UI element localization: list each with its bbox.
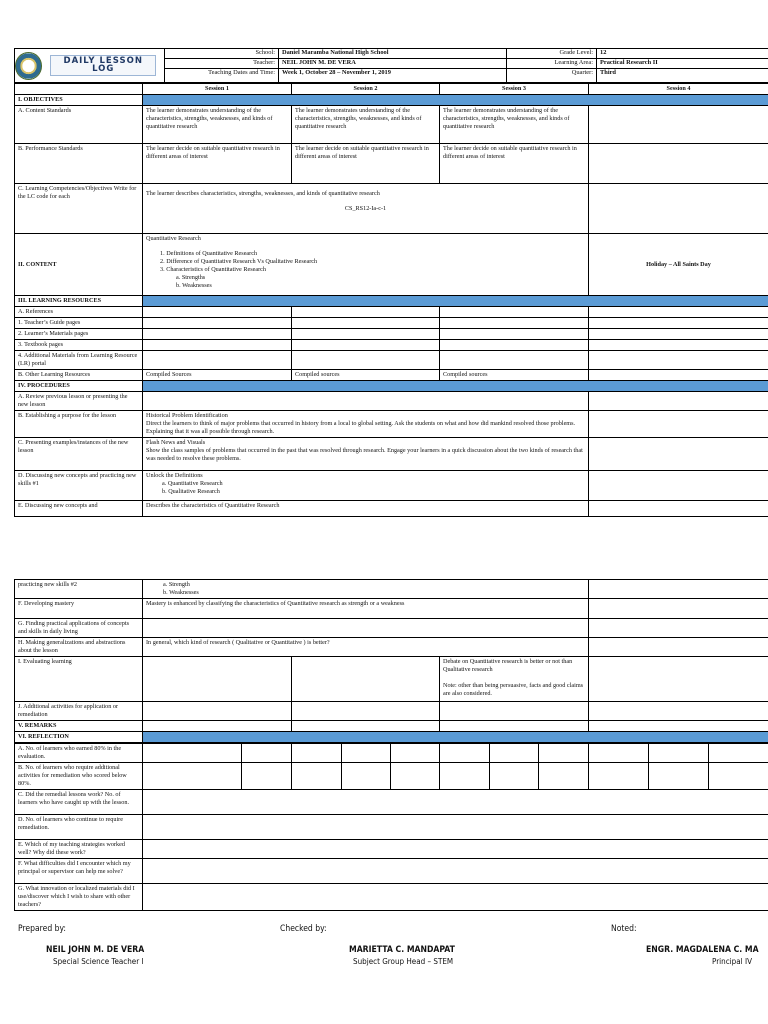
- reflection-table: [14, 743, 768, 911]
- discussing-2-text: Describes the characteristics of Quantitative Research: [143, 501, 589, 517]
- session-4-header: Session 4: [589, 84, 768, 95]
- content-standards-s3: The learner demonstrates understanding of the characteristics, strengths, weaknesses, and kinds of quantitative research: [440, 106, 589, 144]
- objectives-heading: I. OBJECTIVES: [15, 95, 143, 106]
- references-label: A. References: [15, 307, 143, 318]
- generalizations-label: H. Making generalizations and abstractions about the lesson: [15, 638, 143, 657]
- generalizations-text: In general, which kind of research ( Qualitative or Quantitative ) is better?: [143, 638, 589, 657]
- content-subitem-1: a. Strengths: [176, 274, 206, 281]
- competencies-label: C. Learning Competencies/Objectives Write for the LC code for each: [15, 184, 143, 234]
- reflection-e-label: E. Which of my teaching strategies worked well? Why did these work?: [15, 840, 143, 859]
- lm-pages-label: 2. Learner’s Materials pages: [15, 329, 143, 340]
- reflection-a-label: A. No. of learners who earned 80% in the evaluation.: [15, 744, 143, 763]
- other-resources-s3: Compiled sources: [440, 370, 589, 381]
- evaluating-text-2: Note: other than being persuasive, facts and good claims are also considered.: [443, 682, 584, 697]
- content-standards-s2: The learner demonstrates understanding of the characteristics, strengths, weaknesses, and kinds of quantitative research: [292, 106, 440, 144]
- other-resources-label: B. Other Learning Resources: [15, 370, 143, 381]
- noted-name: ENGR. MAGDALENA C. MA: [646, 945, 759, 955]
- school-label: School:: [165, 49, 279, 59]
- purpose-title: Historical Problem Identification: [146, 412, 228, 419]
- tg-pages-label: 1. Teacher’s Guide pages: [15, 318, 143, 329]
- content-subitem-2: b. Weaknesses: [176, 282, 212, 289]
- mastery-text: Mastery is enhanced by classifying the characteristics of Quantitative research as strength or a weakness: [143, 599, 589, 619]
- discussing-2-label: E. Discussing new concepts and: [15, 501, 143, 517]
- checked-by-name: MARIETTA C. MANDAPAT: [349, 945, 455, 955]
- reflection-heading: VI. REFLECTION: [15, 732, 143, 743]
- performance-standards-label: B. Performance Standards: [15, 144, 143, 184]
- reflection-g-label: G. What innovation or localized materials did I use/discover which I wish to share with other teachers?: [15, 884, 143, 911]
- competency-text: The learner describes characteristics, strengths, weaknesses, and kinds of quantitative research: [146, 190, 380, 197]
- examples-text: Show the class samples of problems that occurred in the past that was resolved through research. Engage your learners in a quick discussion about the two kinds of research that was needed to resolve these problems.: [146, 447, 583, 462]
- document-title: DAILY LESSON LOG: [50, 55, 156, 76]
- additional-activities-label: J. Additional activities for application or remediation: [15, 702, 143, 721]
- examples-title: Flash News and Visuals: [146, 439, 206, 446]
- prepared-by-title: Special Science Teacher I: [53, 957, 144, 966]
- evaluating-text-1: Debate on Quantitative research is better or not than Qualitative research: [443, 658, 573, 673]
- checked-by-label: Checked by:: [280, 924, 327, 934]
- reflection-b-label: B. No. of learners who require additional activities for remediation who scored below 80%.: [15, 763, 143, 790]
- performance-standards-s2: The learner decide on suitable quantitative research in different areas of interest: [292, 144, 440, 184]
- session-2-header: Session 2: [292, 84, 440, 95]
- session-1-header: Session 1: [143, 84, 292, 95]
- other-resources-s1: Compiled Sources: [143, 370, 292, 381]
- textbook-pages-label: 3. Textbook pages: [15, 340, 143, 351]
- content-item-2: 2. Difference of Quantitative Research Vs Qualitative Research: [160, 258, 318, 265]
- applications-label: G. Finding practical applications of concepts and skills in daily living: [15, 619, 143, 638]
- resources-heading: III. LEARNING RESOURCES: [15, 296, 143, 307]
- header-table: [14, 48, 768, 83]
- dates-value: Week 1, October 28 – November 1, 2019: [279, 69, 507, 83]
- lr-portal-label: 4. Additional Materials from Learning Resource (LR) portal: [15, 351, 143, 370]
- evaluating-label: I. Evaluating learning: [15, 657, 143, 702]
- lesson-log-page-2: [14, 579, 768, 911]
- area-value: Practical Research II: [597, 59, 768, 69]
- examples-label: C. Presenting examples/instances of the new lesson: [15, 438, 143, 471]
- reflection-d-label: D. No. of learners who continue to require remediation.: [15, 815, 143, 840]
- school-value: Daniel Maramba National High School: [279, 49, 507, 59]
- mastery-label: F. Developing mastery: [15, 599, 143, 619]
- content-item-3: 3. Characteristics of Quantitative Research: [160, 266, 267, 273]
- purpose-label: B. Establishing a purpose for the lesson: [15, 411, 143, 438]
- quarter-value: Third: [597, 69, 768, 83]
- discussing-2-item-b: b. Weaknesses: [163, 589, 199, 596]
- content-standards-s1: The learner demonstrates understanding of the characteristics, strengths, weaknesses, and kinds of quantitative research: [143, 106, 292, 144]
- session-3-header: Session 3: [440, 84, 589, 95]
- other-resources-s2: Compiled sources: [292, 370, 440, 381]
- purpose-text: Direct the learners to think of major problems that occurred in history from a local to global setting. Ask the students on what and how did mankind resolved those problems. Explaining that it was all possible through research.: [146, 420, 576, 435]
- discussing-1-item-a: a. Quantitative Research: [162, 480, 223, 487]
- discussing-2-item-a: a. Strength: [163, 581, 190, 588]
- deped-seal-icon: [15, 52, 42, 80]
- discussing-2-label-cont: practicing new skills #2: [15, 580, 143, 599]
- prepared-by-name: NEIL JOHN M. DE VERA: [46, 945, 145, 955]
- checked-by-title: Subject Group Head – STEM: [353, 957, 454, 966]
- discussing-1-item-b: b. Qualitative Research: [162, 488, 220, 495]
- grade-label: Grade Level:: [507, 49, 597, 59]
- holiday-note: Holiday – All Saints Day: [589, 234, 768, 296]
- grade-value: 12: [597, 49, 768, 59]
- remarks-heading: V. REMARKS: [15, 721, 143, 732]
- procedures-heading: IV. PROCEDURES: [15, 381, 143, 392]
- quarter-label: Quarter:: [507, 69, 597, 83]
- content-title: Quantitative Research: [146, 235, 201, 242]
- noted-label: Noted:: [611, 924, 637, 934]
- prepared-by-label: Prepared by:: [18, 924, 66, 934]
- area-label: Learning Area:: [507, 59, 597, 69]
- content-standards-label: A. Content Standards: [15, 106, 143, 144]
- reflection-f-label: F. What difficulties did I encounter which my principal or supervisor can help me solve?: [15, 859, 143, 884]
- lesson-log-page-1: [14, 48, 768, 517]
- performance-standards-s3: The learner decide on suitable quantitative research in different areas of interest: [440, 144, 589, 184]
- competency-code: CS_RS12-Ia-c-1: [344, 205, 387, 212]
- noted-title: Principal IV: [712, 957, 752, 966]
- content-item-1: 1. Definitions of Quantitative Research: [160, 250, 258, 257]
- reflection-c-label: C. Did the remedial lessons work? No. of learners who have caught up with the lesson.: [15, 790, 143, 815]
- performance-standards-s1: The learner decide on suitable quantitative research in different areas of interest: [143, 144, 292, 184]
- lesson-table: [14, 83, 768, 517]
- discussing-1-label: D. Discussing new concepts and practicing new skills #1: [15, 471, 143, 501]
- content-label: II. CONTENT: [15, 234, 143, 296]
- teacher-label: Teacher:: [165, 59, 279, 69]
- dates-label: Teaching Dates and Time:: [165, 69, 279, 83]
- teacher-value: NEIL JOHN M. DE VERA: [279, 59, 507, 69]
- discussing-1-title: Unlock the Definitions: [146, 472, 203, 479]
- lesson-table-continued: [14, 579, 768, 743]
- review-label: A. Review previous lesson or presenting the new lesson: [15, 392, 143, 411]
